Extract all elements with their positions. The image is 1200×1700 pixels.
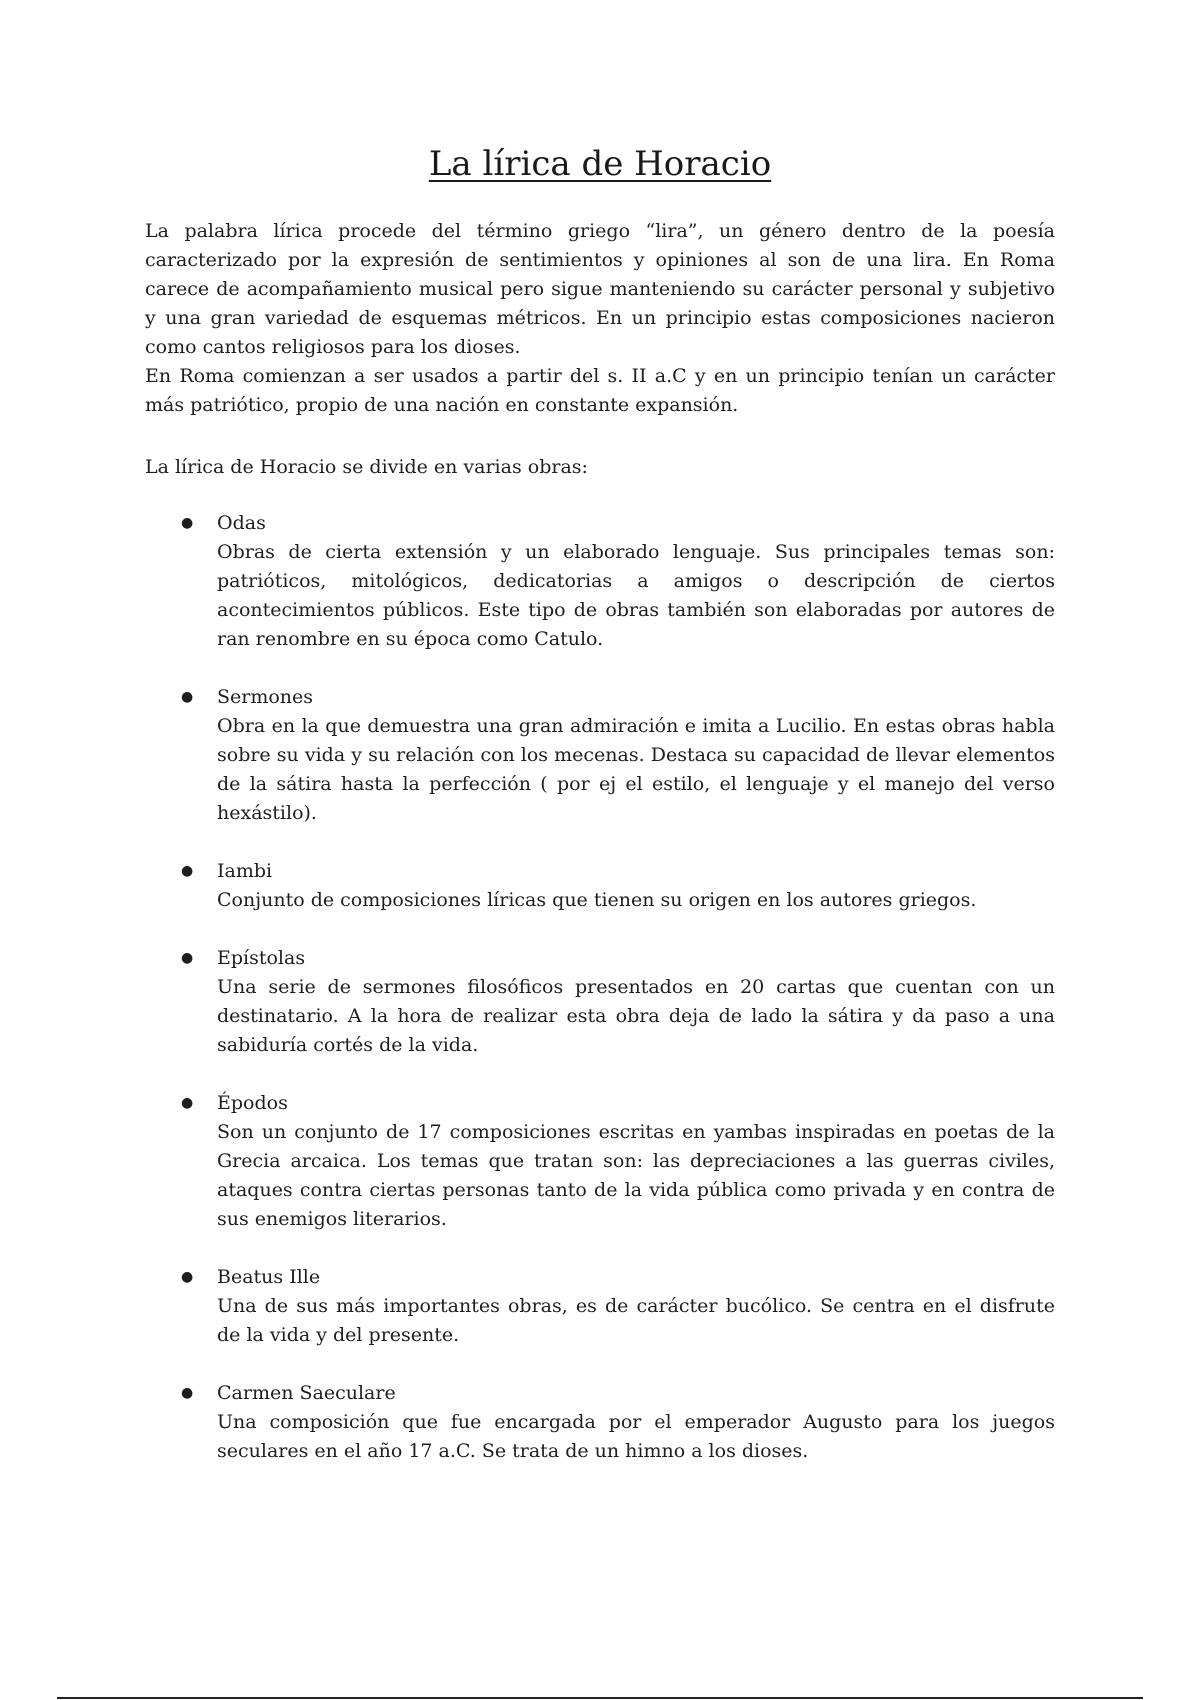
work-description: Conjunto de composiciones líricas que tienen su origen en los autores griegos. <box>217 889 977 911</box>
intro-paragraph-2: En Roma comienzan a ser usados a partir del s. II a.C y en un principio tenían un carácter más patriótico, propio de una nación en constante expansión. <box>145 365 1055 416</box>
work-description: Son un conjunto de 17 composiciones escritas en yambas inspiradas en poetas de la Grecia arcaica. Los temas que tratan son: las depreciaciones a las guerras civiles, ataques contra ciertas personas tanto de la vida pública como privada y en contra de sus enemigos literarios. <box>217 1121 1055 1230</box>
work-title: Odas <box>217 512 266 534</box>
work-description: Una de sus más importantes obras, es de carácter bucólico. Se centra en el disfrute de la vida y del presente. <box>217 1295 1055 1346</box>
list-item <box>145 857 1055 915</box>
bullet-icon: ● <box>181 863 194 879</box>
work-description: Una composición que fue encargada por el emperador Augusto para los juegos seculares en el año 17 a.C. Se trata de un himno a los dioses. <box>217 1411 1055 1462</box>
bullet-icon: ● <box>181 689 194 705</box>
intro-paragraph-1: La palabra lírica procede del término griego “lira”, un género dentro de la poesía caracterizado por la expresión de sentimientos y opiniones al son de una lira. En Roma carece de acompañamiento musical pero sigue manteniendo su carácter personal y subjetivo y una gran variedad de esquemas métricos. En un principio estas composiciones nacieron como cantos religiosos para los dioses. <box>145 220 1055 358</box>
list-item <box>145 509 1055 654</box>
work-title: Beatus Ille <box>217 1266 321 1288</box>
bullet-icon: ● <box>181 515 194 531</box>
list-item <box>145 944 1055 1060</box>
work-description: Una serie de sermones filosóficos presentados en 20 cartas que cuentan con un destinatario. A la hora de realizar esta obra deja de lado la sátira y da paso a una sabiduría cortés de la vida. <box>217 976 1055 1056</box>
work-title: Sermones <box>217 686 314 708</box>
bullet-icon: ● <box>181 1385 194 1401</box>
document-body <box>145 217 1055 1495</box>
work-title: Iambi <box>217 860 273 882</box>
works-list-intro: La lírica de Horacio se divide en varias obras: <box>145 456 588 478</box>
page-title: La lírica de Horacio <box>428 144 772 184</box>
list-item <box>145 1089 1055 1234</box>
bullet-icon: ● <box>181 1095 194 1111</box>
bullet-icon: ● <box>181 1269 194 1285</box>
list-item <box>145 1379 1055 1466</box>
work-title: Epístolas <box>217 947 306 969</box>
bullet-icon: ● <box>181 950 194 966</box>
work-description: Obra en la que demuestra una gran admiración e imita a Lucilio. En estas obras habla sobre su vida y su relación con los mecenas. Destaca su capacidad de llevar elementos de la sátira hasta la perfección ( por ej el estilo, el lenguaje y el manejo del verso hexástilo). <box>217 715 1055 824</box>
work-title: Épodos <box>217 1092 288 1114</box>
works-list <box>145 509 1055 1466</box>
list-item <box>145 1263 1055 1350</box>
work-title: Carmen Saeculare <box>217 1382 396 1404</box>
footer-divider <box>57 1697 1143 1699</box>
list-item <box>145 683 1055 828</box>
work-description: Obras de cierta extensión y un elaborado lenguaje. Sus principales temas son: patrióticos, mitológicos, dedicatorias a amigos o descripción de ciertos acontecimientos públicos. Este tipo de obras también son elaboradas por autores de ran renombre en su época como Catulo. <box>217 541 1055 650</box>
